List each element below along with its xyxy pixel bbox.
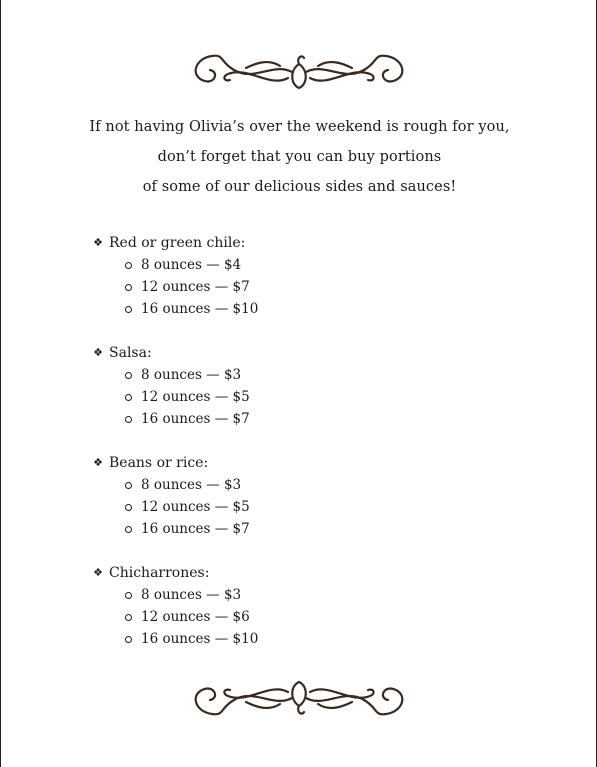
list-item (125, 298, 511, 320)
category-title (91, 232, 511, 254)
list-item (125, 518, 511, 540)
list-item (125, 386, 511, 408)
list-item (125, 254, 511, 276)
category-beans-rice (91, 452, 511, 540)
portion-price: 12 ounces — $7 (141, 279, 250, 295)
portion-price: 16 ounces — $10 (141, 301, 259, 317)
hollow-circle-bullet-icon (125, 614, 132, 621)
hollow-circle-bullet-icon (125, 504, 132, 511)
portion-price: 16 ounces — $10 (141, 631, 259, 647)
category-label: Chicharrones: (109, 565, 210, 581)
portion-price: 16 ounces — $7 (141, 411, 250, 427)
bottom-flourish-ornament (184, 676, 414, 722)
portion-price: 16 ounces — $7 (141, 521, 250, 537)
list-item (125, 606, 511, 628)
category-label: Beans or rice: (109, 455, 209, 471)
four-diamond-icon: ❖ (93, 236, 103, 249)
intro-line-1: If not having Olivia’s over the weekend is rough for you, (89, 119, 510, 135)
four-diamond-icon: ❖ (93, 566, 103, 579)
category-label: Red or green chile: (109, 235, 246, 251)
category-chicharrones (91, 562, 511, 650)
intro-line-2: don’t forget that you can buy portions (157, 149, 442, 165)
hollow-circle-bullet-icon (125, 394, 132, 401)
category-title (91, 342, 511, 364)
portion-list (91, 584, 511, 650)
category-title (91, 452, 511, 474)
hollow-circle-bullet-icon (125, 284, 132, 291)
hollow-circle-bullet-icon (125, 526, 132, 533)
hollow-circle-bullet-icon (125, 482, 132, 489)
list-item (125, 584, 511, 606)
portion-price: 8 ounces — $3 (141, 367, 242, 383)
four-diamond-icon: ❖ (93, 456, 103, 469)
category-chile (91, 232, 511, 320)
top-flourish-ornament (184, 48, 414, 94)
portion-price: 8 ounces — $3 (141, 477, 242, 493)
category-salsa (91, 342, 511, 430)
list-item (125, 364, 511, 386)
hollow-circle-bullet-icon (125, 636, 132, 643)
portion-price: 12 ounces — $5 (141, 389, 250, 405)
portion-list (91, 254, 511, 320)
hollow-circle-bullet-icon (125, 372, 132, 379)
list-item (125, 628, 511, 650)
category-label: Salsa: (109, 345, 152, 361)
hollow-circle-bullet-icon (125, 306, 132, 313)
list-item (125, 474, 511, 496)
portion-price: 12 ounces — $5 (141, 499, 250, 515)
hollow-circle-bullet-icon (125, 592, 132, 599)
list-item (125, 496, 511, 518)
portion-price: 12 ounces — $6 (141, 609, 250, 625)
intro-line-3: of some of our delicious sides and sauces! (142, 179, 457, 195)
portion-price: 8 ounces — $4 (141, 257, 242, 273)
list-item (125, 276, 511, 298)
portion-list (91, 364, 511, 430)
four-diamond-icon: ❖ (93, 346, 103, 359)
list-item (125, 408, 511, 430)
portion-price: 8 ounces — $3 (141, 587, 242, 603)
category-title (91, 562, 511, 584)
portion-list (91, 474, 511, 540)
hollow-circle-bullet-icon (125, 262, 132, 269)
hollow-circle-bullet-icon (125, 416, 132, 423)
intro-paragraph (1, 112, 597, 202)
sides-price-list (91, 232, 511, 672)
